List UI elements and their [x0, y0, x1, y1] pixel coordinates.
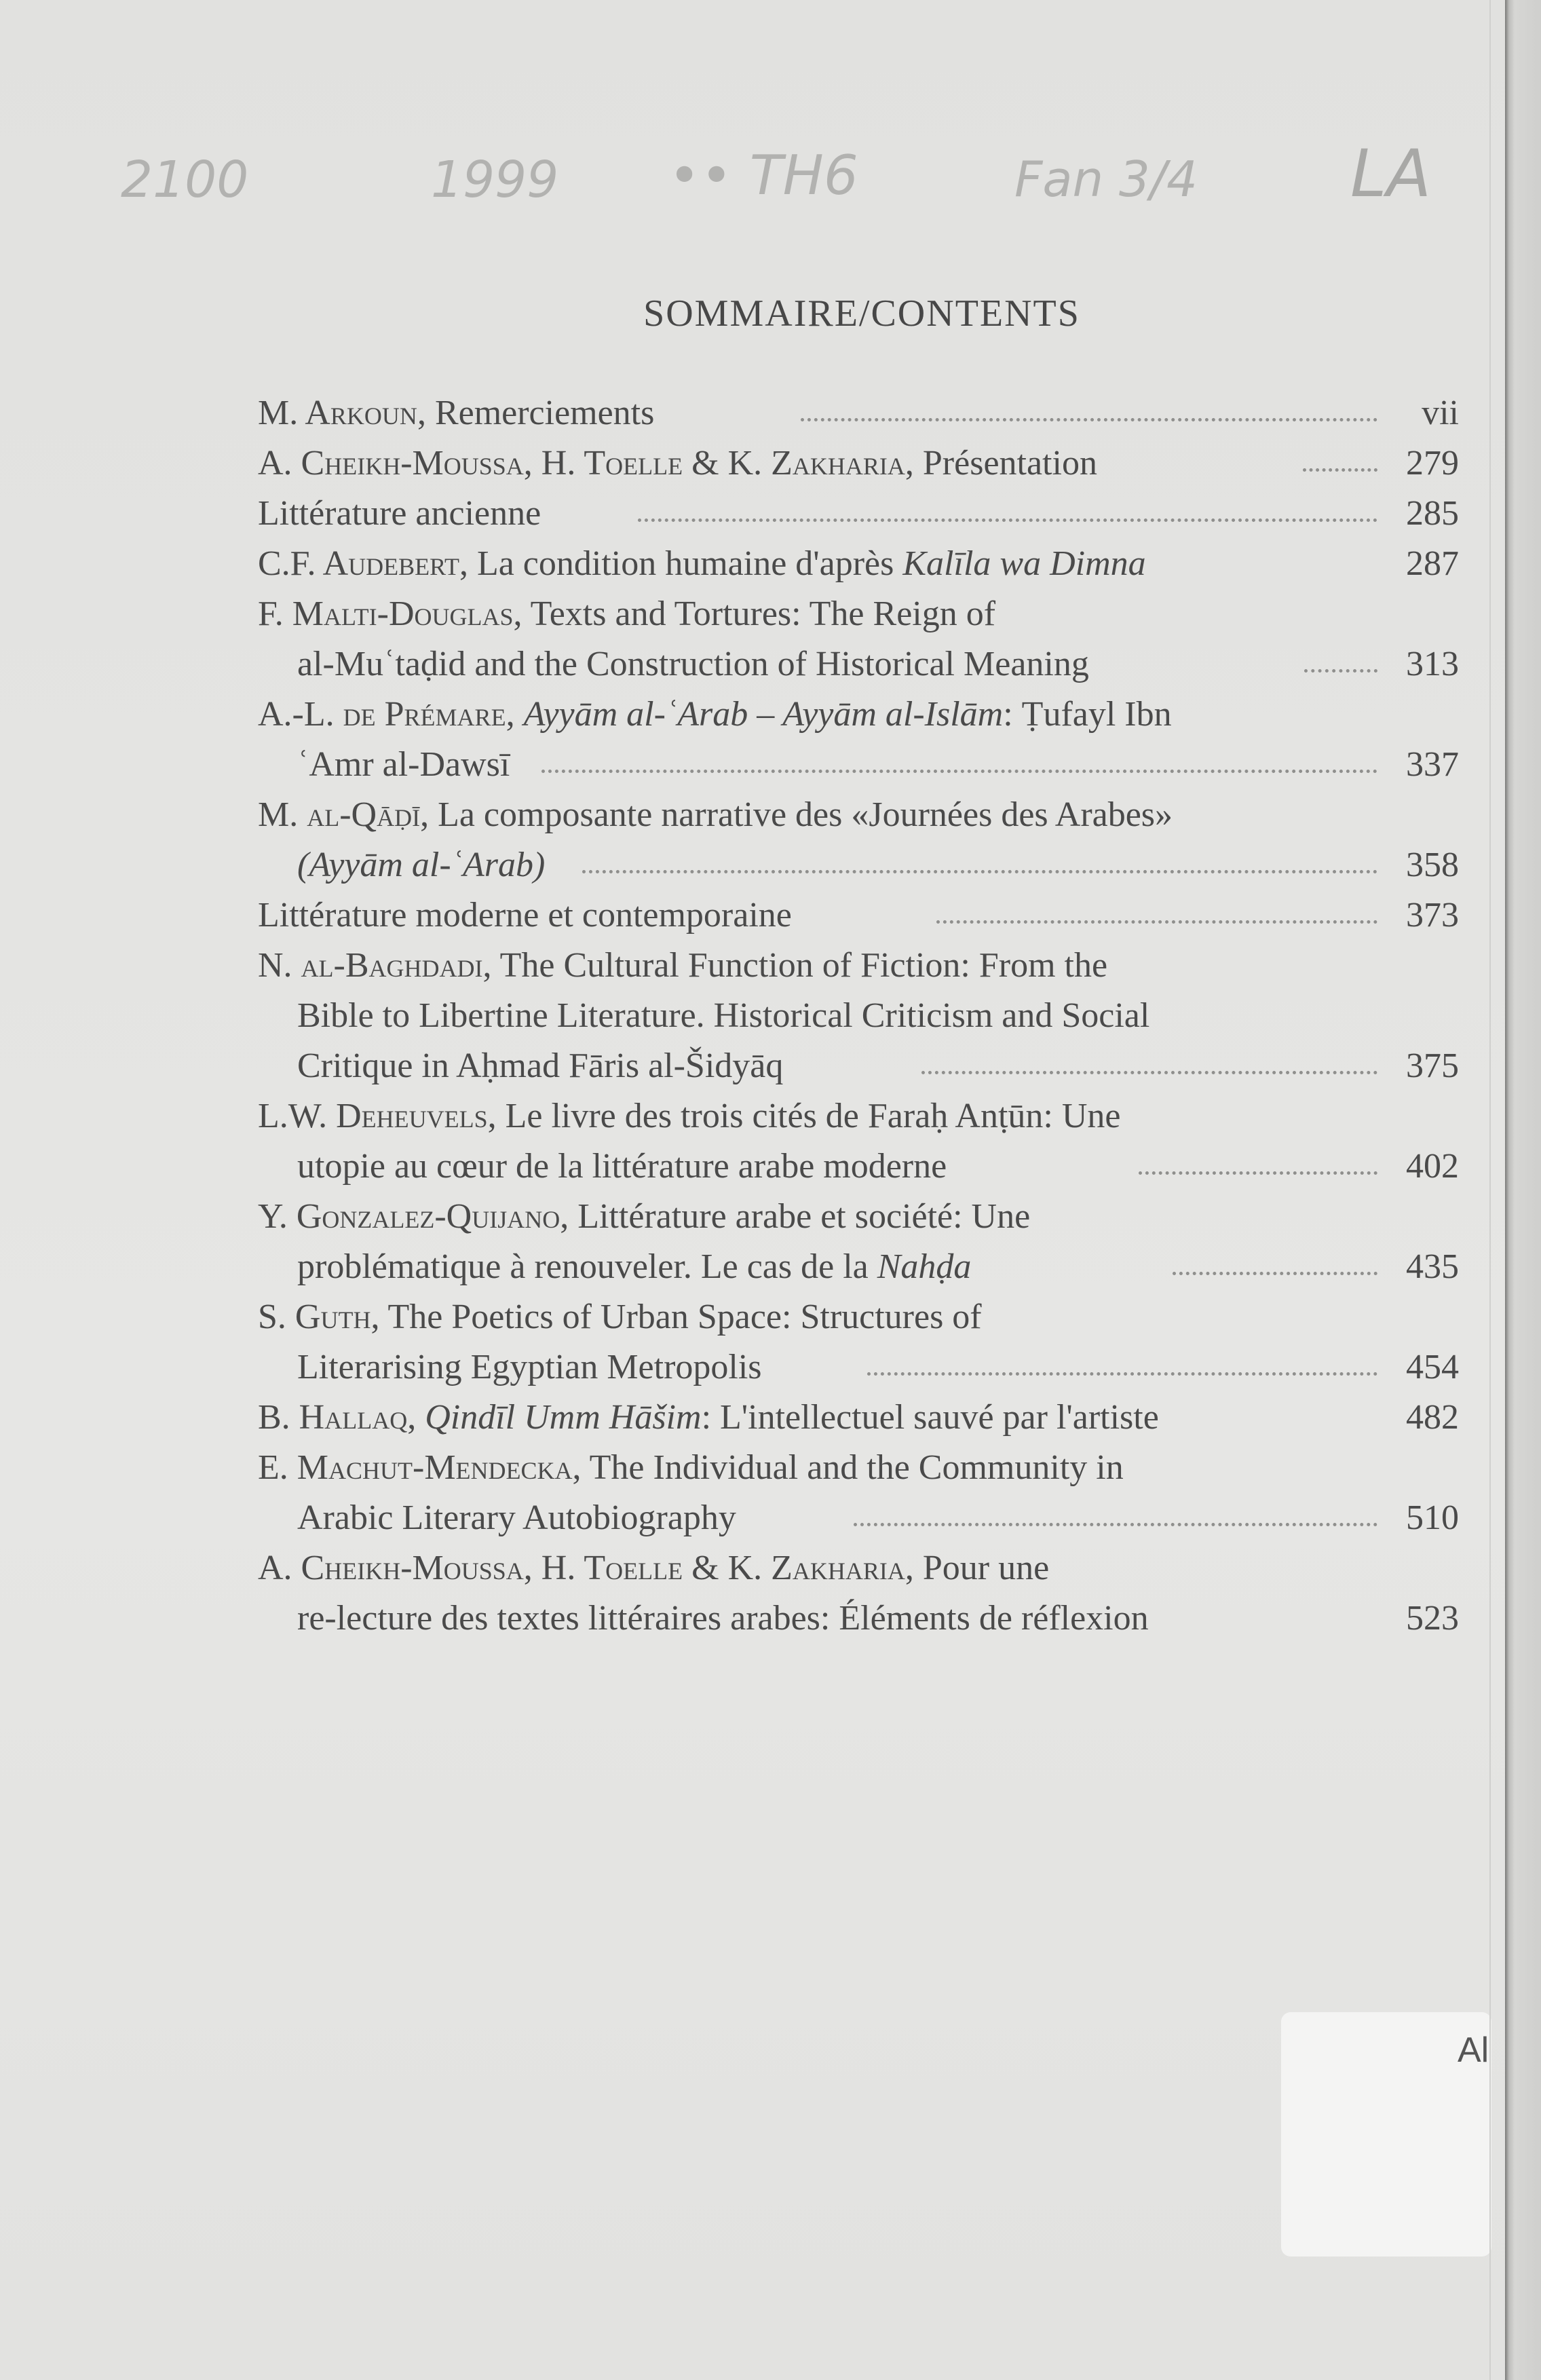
entry-author: F. Malti-Douglas	[258, 594, 514, 633]
section-heading: Littérature moderne et contemporaine	[258, 896, 792, 934]
entry-title: The Individual and the Community in	[589, 1448, 1124, 1487]
entry-title-italic: Kalīla wa Dimna	[902, 544, 1146, 583]
entry-author: L.W. Deheuvels	[258, 1097, 488, 1135]
entry-page: 313	[1406, 645, 1459, 683]
dot-leader	[1304, 669, 1377, 673]
handwritten-note-5: LA	[1350, 136, 1432, 212]
toc-entry-hallaq: B. Hallaq, Qindīl Umm Hāšim: L'intellectuel sauvé par l'artiste 482	[258, 1393, 1459, 1443]
toc-entry-machut-mendecka-cont	[297, 1493, 1459, 1543]
entry-title: Littérature arabe et société: Une	[577, 1197, 1031, 1236]
entry-title: La condition humaine d'après	[476, 544, 894, 583]
entry-author: N. al-Baghdadi	[258, 946, 483, 985]
entry-author: Y. Gonzalez-Quijano	[258, 1197, 560, 1236]
entry-page: 337	[1406, 745, 1459, 784]
dot-leader	[1173, 1272, 1377, 1275]
entry-page: 402	[1406, 1147, 1459, 1186]
entry-page: vii	[1422, 394, 1459, 432]
section-heading: Littérature ancienne	[258, 494, 541, 533]
entry-page: 287	[1406, 544, 1459, 583]
entry-page: 279	[1406, 444, 1459, 483]
entry-title-cont: Critique in Aḥmad Fāris al-Šidyāq	[297, 1046, 784, 1085]
entry-title: The Poetics of Urban Space: Structures of	[387, 1298, 982, 1336]
dot-leader	[582, 870, 1377, 873]
entry-title: Le livre des trois cités de Faraḥ Anṭūn: Une	[505, 1097, 1121, 1135]
toc-entry-premare: A.-L. de Prémare, Ayyām al-ʿArab – Ayyām al-Islām: Ṭufayl Ibn	[258, 695, 1172, 734]
dot-leader	[854, 1523, 1377, 1526]
toc-entry-al-qadi: M. al-Qāḍī, La composante narrative des «Journées des Arabes»	[258, 795, 1173, 834]
entry-title-italic: Qindīl Umm Hāšim	[425, 1398, 702, 1437]
entry-author: M. Arkoun	[258, 394, 417, 432]
toc-entry-al-baghdadi-cont2	[297, 1041, 1459, 1091]
dot-leader	[921, 1071, 1377, 1074]
toc-entry-presentation: A. Cheikh-Moussa, H. Toelle & K. Zakharia, Présentation 279	[258, 438, 1459, 489]
entry-title-cont: ʿAmr al-Dawsī	[297, 745, 510, 784]
entry-title-cont: utopie au cœur de la littérature arabe moderne	[297, 1147, 947, 1186]
entry-title-italic: Ayyām al-ʿArab – Ayyām al-Islām	[523, 695, 1004, 734]
entry-author: A. Cheikh-Moussa, H. Toelle & K. Zakharia	[258, 444, 905, 483]
page-title: SOMMAIRE/CONTENTS	[643, 292, 1080, 335]
toc-entry-pour-une-relecture-cont	[297, 1593, 1459, 1644]
toc-entry-guth-cont	[297, 1342, 1459, 1393]
entry-title-cont: Arabic Literary Autobiography	[297, 1498, 736, 1537]
entry-title-cont: Literarising Egyptian Metropolis	[297, 1348, 762, 1386]
entry-title-cont: problématique à renouveler. Le cas de la	[297, 1247, 869, 1286]
toc-entry-deheuvels: L.W. Deheuvels, Le livre des trois cités de Faraḥ Anṭūn: Une	[258, 1097, 1121, 1135]
entry-author: M. al-Qāḍī	[258, 795, 421, 834]
toc-entry-premare-cont	[297, 740, 1459, 790]
handwritten-note-1: 2100	[121, 151, 249, 209]
entry-title: The Cultural Function of Fiction: From the	[499, 946, 1108, 985]
entry-page: 285	[1406, 494, 1459, 533]
dot-leader	[1139, 1171, 1377, 1175]
toc-entry-al-baghdadi-cont1	[297, 991, 1459, 1041]
dot-leader	[801, 418, 1377, 421]
entry-title: Pour une	[922, 1549, 1050, 1587]
page-edge-shadow	[1505, 0, 1541, 2380]
toc-entry-malti-douglas-cont	[297, 639, 1459, 690]
page-fold-line	[1489, 0, 1491, 2380]
entry-title: Texts and Tortures: The Reign of	[530, 594, 996, 633]
toc-section-litterature-moderne	[258, 890, 1459, 941]
handwritten-note-3: •• TH6	[668, 144, 858, 207]
toc-entry-pour-une-relecture: A. Cheikh-Moussa, H. Toelle & K. Zakharia, Pour une	[258, 1549, 1050, 1587]
dot-leader	[1303, 468, 1377, 472]
entry-title-cont: Bible to Libertine Literature. Historical Criticism and Social	[297, 996, 1150, 1035]
entry-title: : L'intellectuel sauvé par l'artiste	[701, 1398, 1159, 1437]
entry-title-cont-italic: Nahḍa	[877, 1247, 972, 1286]
toc-entry-audebert: C.F. Audebert, La condition humaine d'après Kalīla wa Dimna 287	[258, 539, 1459, 589]
toc-entry-al-baghdadi: N. al-Baghdadi, The Cultural Function of Fiction: From the	[258, 946, 1108, 985]
entry-title: La composante narrative des «Journées des Arabes»	[438, 795, 1173, 834]
entry-title-cont: al-Muʿtaḍid and the Construction of Historical Meaning	[297, 645, 1089, 683]
sticker-text: Al	[1458, 2030, 1489, 2070]
entry-title: Remerciements	[434, 394, 655, 432]
entry-author: S. Guth	[258, 1298, 371, 1336]
toc-entry-machut-mendecka: E. Machut-Mendecka, The Individual and the Community in	[258, 1448, 1124, 1487]
handwritten-note-4: Fan 3/4	[1014, 151, 1198, 208]
entry-author: A. Cheikh-Moussa, H. Toelle & K. Zakharia	[258, 1549, 905, 1587]
dot-leader	[541, 770, 1377, 773]
toc-entry-remerciements: M. Arkoun, Remerciements vii	[258, 388, 1459, 438]
entry-page: 435	[1406, 1247, 1459, 1286]
toc-entry-al-qadi-cont	[297, 840, 1459, 890]
entry-author: C.F. Audebert	[258, 544, 459, 583]
toc-entry-gonzalez-quijano: Y. Gonzalez-Quijano, Littérature arabe et société: Une	[258, 1197, 1031, 1236]
entry-title-cont-italic: (Ayyām al-ʿArab)	[297, 846, 546, 884]
entry-title: : Ṭufayl Ibn	[1003, 695, 1172, 734]
dot-leader	[936, 920, 1377, 924]
toc-entry-guth: S. Guth, The Poetics of Urban Space: Structures of	[258, 1298, 982, 1336]
entry-page: 482	[1406, 1398, 1459, 1437]
toc-entry-gonzalez-quijano-cont	[297, 1242, 1459, 1292]
entry-author: E. Machut-Mendecka	[258, 1448, 573, 1487]
entry-page: 523	[1406, 1599, 1459, 1638]
entry-title-cont: re-lecture des textes littéraires arabes: Éléments de réflexion	[297, 1599, 1149, 1638]
toc-entry-malti-douglas: F. Malti-Douglas, Texts and Tortures: The Reign of	[258, 594, 996, 633]
entry-page: 358	[1406, 846, 1459, 884]
dot-leader	[638, 518, 1377, 522]
entry-title: Présentation	[922, 444, 1097, 483]
toc-section-litterature-ancienne	[258, 489, 1459, 539]
library-sticker	[1281, 2012, 1491, 2256]
entry-page: 510	[1406, 1498, 1459, 1537]
entry-author: B. Hallaq	[258, 1398, 408, 1437]
toc-entry-deheuvels-cont	[297, 1141, 1459, 1192]
dot-leader	[867, 1372, 1377, 1376]
handwritten-note-2: 1999	[431, 151, 559, 209]
entry-page: 373	[1406, 896, 1459, 934]
entry-author: A.-L. de Prémare	[258, 695, 506, 734]
entry-page: 375	[1406, 1046, 1459, 1085]
entry-page: 454	[1406, 1348, 1459, 1386]
